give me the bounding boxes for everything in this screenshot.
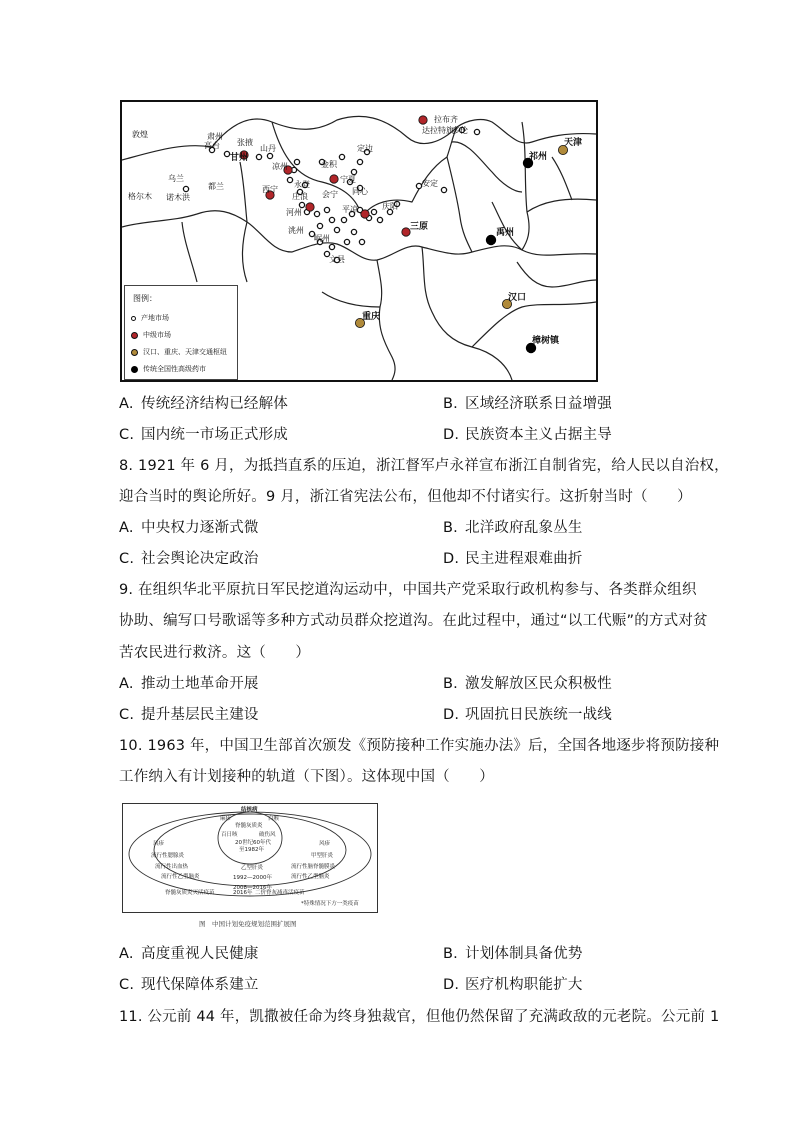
map-label-wenxian: 文县 [329,255,345,264]
map-label-duolun: 多伦 [452,126,468,135]
q11-stem-line-1: 11. 公元前 44 年，凯撒被任命为终身独裁官，但他仍然保留了充满政敌的元老院。公元前 1 [119,1009,720,1025]
legend-label: 中级市场 [143,331,171,339]
hollow-dot-icon [131,316,136,321]
option-text: 社会舆论决定政治 [141,551,259,567]
legend-label: 汉口、重庆、天津交通枢纽 [143,348,227,356]
map-label-dulan: 都兰 [208,182,224,191]
map-label-qingyang: 庆阳 [382,202,398,211]
option-text: 民主进程艰难曲折 [465,551,583,567]
diagram-label: 20世纪60年代 [235,840,271,846]
map-label-hankou: 汉口 [508,293,527,303]
option-letter: B. [443,676,458,692]
option-letter: A. [119,396,134,412]
diagram-label: 2008—2016年 [233,885,272,891]
map-label-gaotai: 高台 [204,141,220,150]
map-legend [124,285,238,380]
diagram-label: 麻疹 [220,816,232,822]
option-text: 巩固抗日民族统一战线 [465,707,612,723]
map-label-xining: 西宁 [262,185,278,194]
map-label-dalate: 达拉特旗 [422,126,454,135]
map-label-liangzhou: 凉州 [272,162,288,171]
diagram-label: 风疹 [319,841,331,847]
diagram-label: 至1982年 [239,847,264,853]
immunization-expansion-diagram [122,803,378,913]
map-label-ganzhou: 甘州 [230,153,249,163]
map-label-ningxia: 宁夏 [340,175,356,184]
map-label-geermu: 格尔木 [128,192,152,201]
map-label-taozhou: 洮州 [288,226,304,235]
q9-stem-line-1: 9. 在组织华北平原抗日军民挖道沟运动中，中国共产党采取行政机构参与、各类群众组织 [119,582,697,598]
option-letter: D. [443,977,460,993]
diagram-label: 风疹 [153,841,165,847]
diagram-label: 流行性出血热 [155,864,189,870]
q9-stem-line-3: 苦农民进行救济。这（ ） [119,645,311,661]
q8-option-b[interactable] [443,518,583,538]
option-text: 民族资本主义占据主导 [465,427,612,443]
gold-dot-icon [131,349,138,356]
diagram-label: 流行性腮腺炎 [151,853,185,859]
option-letter: C. [119,427,135,443]
diagram-label: 2016年 [233,890,253,896]
option-text: 医疗机构职能扩大 [465,977,583,993]
option-text: 现代保障体系建立 [141,977,259,993]
legend-item-hub [131,347,227,357]
q10-stem-line-1: 10. 1963 年，中国卫生部首次颁发《预防接种工作实施办法》后，全国各地逐步将预防接种 [119,738,720,754]
map-label-suzhou: 肃州 [207,132,223,141]
diagram-label: 流行性乙型脑炎 [161,874,200,880]
option-letter: D. [443,707,460,723]
map-label-chongqing: 重庆 [362,312,381,322]
map-label-dingbian: 定边 [357,144,373,153]
diagram-label: 二价脊灰减毒活疫苗 [255,890,305,896]
diagram-label: 流行性乙型脑炎 [291,874,330,880]
map-label-nuomuhong: 诺木洪 [166,193,190,202]
q10-stem-line-2: 工作纳入有计划接种的轨道（下图）。这体现中国（ ） [119,769,494,785]
map-label-dunhuang: 敦煌 [132,130,148,139]
q7-option-c[interactable] [119,425,288,445]
option-text: 提升基层民主建设 [141,707,259,723]
option-text: 中央权力逐渐式微 [141,520,259,536]
diagram-label: 1992—2000年 [233,875,272,881]
option-text: 激发解放区民众积极性 [465,676,612,692]
option-text: 区域经济联系日益增强 [465,396,612,412]
option-letter: C. [119,551,135,567]
map-label-zhuanglang: 庄浪 [292,192,308,201]
q8-stem-line-2: 迎合当时的舆论所好。9 月，浙江省宪法公布，但他却不付诸实行。这折射当时（ ） [119,489,692,505]
option-letter: B. [443,520,458,536]
option-text: 传统经济结构已经解体 [141,396,288,412]
option-text: 高度重视人民健康 [141,946,259,962]
q8-option-a[interactable] [119,518,259,538]
q10-option-a[interactable] [119,944,259,964]
map-label-yongdeng: 永登 [294,180,310,189]
diagram-label: 白喉 [268,816,280,822]
map-label-huixian: 会宁 [322,190,338,199]
q9-option-a[interactable] [119,674,259,694]
option-letter: A. [119,520,134,536]
q7-option-d[interactable] [443,425,612,445]
diagram-caption: 图 中国计划免疫规划范围扩展图 [199,920,297,928]
legend-item-intermediate [131,330,171,340]
option-text: 北洋政府乱象丛生 [465,520,583,536]
map-label-sanyuan: 三原 [410,222,429,232]
q9-stem-line-2: 协助、编写口号歌谣等多种方式动员群众挖道沟。在此过程中，通过“以工代赈”的方式对贫 [119,613,708,629]
option-letter: B. [443,946,458,962]
q7-option-b[interactable] [443,394,612,414]
option-letter: A. [119,676,134,692]
option-letter: A. [119,946,134,962]
option-text: 推动土地革命开展 [141,676,259,692]
medicine-market-map [120,100,598,382]
map-label-anding: 安定 [422,179,438,188]
legend-label: 产地市场 [141,314,169,322]
diagram-note: *特殊情况下方一类疫苗 [301,901,359,907]
q9-option-d[interactable] [443,705,612,725]
map-label-shandan: 山丹 [260,144,276,153]
legend-title: 图例： [133,294,157,303]
diagram-label: 百日咳 [221,832,238,838]
q7-option-a[interactable] [119,394,288,414]
legend-item-high-market [131,364,206,374]
q8-option-d[interactable] [443,549,583,569]
map-label-yuzhou: 禹州 [496,228,515,238]
option-letter: C. [119,977,135,993]
diagram-label: 结核病 [241,807,258,813]
diagram-label: 流行性脑脊髓膜炎 [291,864,336,870]
map-label-qizhou: 祁州 [529,152,548,162]
option-letter: D. [443,427,460,443]
map-label-tongxin: 同心 [352,187,368,196]
q10-option-b[interactable] [443,944,583,964]
diagram-label: 甲型肝炎 [311,853,334,859]
legend-label: 传统全国性高级药市 [143,365,206,373]
option-text: 国内统一市场正式形成 [141,427,288,443]
q8-option-c[interactable] [119,549,259,569]
q9-option-c[interactable] [119,705,259,725]
black-dot-icon [131,366,138,373]
red-dot-icon [131,332,138,339]
q10-option-d[interactable] [443,975,583,995]
q10-option-c[interactable] [119,975,259,995]
option-letter: C. [119,707,135,723]
option-text: 计划体制具备优势 [465,946,583,962]
map-label-jinji: 金积 [321,160,337,169]
option-letter: D. [443,551,460,567]
map-label-zhangye: 张掖 [237,138,253,147]
map-label-zhangshuzhen: 樟树镇 [532,336,560,346]
map-label-wulan: 乌兰 [168,174,184,183]
map-label-hezhou: 河州 [286,208,302,217]
q8-stem-line-1: 8. 1921 年 6 月，为抵挡直系的压迫，浙江督军卢永祥宣布浙江自制省宪，给人民以自治权， [119,458,729,474]
diagram-label: 乙型肝炎 [241,865,264,871]
diagram-label: 脊髓灰质炎 [235,823,263,829]
map-label-tianjin: 天津 [564,138,583,148]
option-letter: B. [443,396,458,412]
diagram-label: 脊髓灰质炎灭活疫苗 [165,890,215,896]
map-label-labaqi: 拉布齐 [434,115,458,124]
legend-item-production [131,313,169,323]
map-label-pingliang: 平凉 [342,205,358,214]
q9-option-b[interactable] [443,674,612,694]
diagram-label: 破伤风 [259,832,276,838]
map-label-minzhou: 岷州 [314,234,330,243]
